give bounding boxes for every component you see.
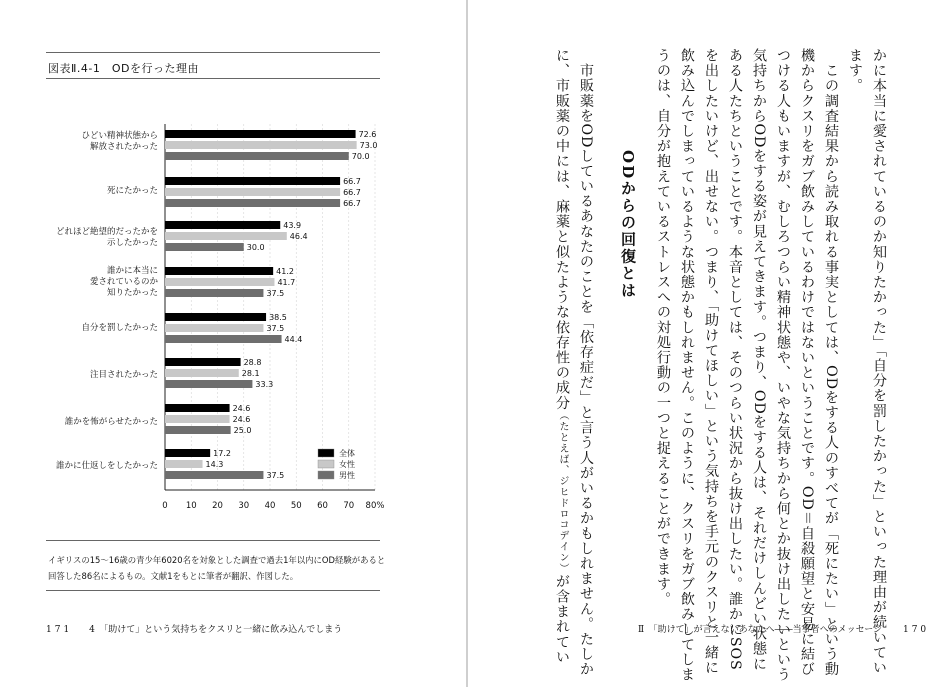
caption-bottom-rule xyxy=(46,590,380,591)
category-label: 死にたかった xyxy=(106,186,158,196)
bar-value-label: 72.6 xyxy=(358,130,377,139)
bar-value-label: 73.0 xyxy=(359,141,378,150)
bar xyxy=(165,380,252,388)
x-tick-label: 80% xyxy=(365,501,385,511)
text-column: 機からクスリをガブ飲みしているわけではないということです。OD＝自殺願望と安易に結び xyxy=(799,48,815,677)
text-run: が含まれてい xyxy=(554,573,570,665)
text-column: 飲み込んでしまっているような状態かもしれません。このように、クスリをガブ飲みしてしま xyxy=(679,48,695,683)
page-number: 170 xyxy=(902,625,930,635)
page-footer-right xyxy=(638,622,929,635)
figure-caption: イギリスの15～16歳の青少年6020名を対象とした調査で過去1年以内にOD経験があると回答した86名によるもの。文献1をもとに筆者が翻訳、作図した。 xyxy=(48,555,386,581)
bar xyxy=(165,335,282,343)
bar-value-label: 66.7 xyxy=(343,177,361,186)
bar xyxy=(165,449,210,457)
legend-swatch xyxy=(318,471,334,479)
bar-value-label: 28.8 xyxy=(243,358,262,367)
bar xyxy=(165,188,340,196)
bar-value-label: 14.3 xyxy=(205,460,224,469)
bar xyxy=(165,289,263,297)
page-footer-left xyxy=(46,622,342,635)
bar-value-label: 17.2 xyxy=(213,449,231,458)
left-page xyxy=(0,0,466,687)
text-column: を出したいけど、出せない。つまり、「助けてほしい」という気持ちを手元のクスリと一緒に xyxy=(703,48,719,676)
bar-value-label: 43.9 xyxy=(283,221,302,230)
bar xyxy=(165,177,340,185)
bar xyxy=(165,243,244,251)
category-label: 注目されたかった xyxy=(89,370,158,380)
bar-value-label: 28.1 xyxy=(241,369,260,378)
bar-value-label: 25.0 xyxy=(233,426,252,435)
bar xyxy=(165,221,280,229)
text-column: 気持ちからODをする姿が見えてきます。つまり、ODをする人は、それだけしんどい状態に xyxy=(751,48,767,672)
figure-title: 図表Ⅱ.4-1 ODを行った理由 xyxy=(48,62,200,75)
text-column: つける人もいますが、むしろつらい精神状態や、いやな気持ちから何とか抜け出したいという xyxy=(775,48,791,683)
x-tick-label: 50 xyxy=(290,501,302,511)
bar xyxy=(165,199,340,207)
bar-value-label: 46.4 xyxy=(289,232,308,241)
bar xyxy=(165,152,349,160)
bar xyxy=(165,471,263,479)
bar xyxy=(165,232,287,240)
text-run: に、市販薬の中には、麻薬と似たような依存性の成分 xyxy=(554,48,570,411)
legend-label: 女性 xyxy=(339,460,355,469)
bar xyxy=(165,460,203,468)
page-number: 171 xyxy=(46,625,73,635)
x-tick-label: 0 xyxy=(162,501,168,511)
x-tick-label: 70 xyxy=(343,501,355,511)
legend-swatch xyxy=(318,460,334,468)
category-label: 自分を罰したかった xyxy=(81,323,158,333)
text-column: かに本当に愛されているのか知りたかった」「自分を罰したかった」といった理由が続いてい xyxy=(871,48,887,676)
text-column: この調査結果から読み取れる事実としては、ODをする人のすべてが「死にたい」という動 xyxy=(823,48,839,677)
text-column: ある人たちということです。本音としては、そのつらい状況から抜け出したい。誰かにSOS xyxy=(727,48,743,671)
bar-value-label: 66.7 xyxy=(343,188,361,197)
bar xyxy=(165,278,274,286)
category-label: どれほど絶望的だったかを 示したかった xyxy=(55,227,158,248)
bar-value-label: 24.6 xyxy=(232,415,251,424)
right-page xyxy=(468,0,935,687)
category-label: ひどい精神状態から 解放されたかった xyxy=(81,131,158,152)
bar-value-label: 44.4 xyxy=(284,335,303,344)
x-tick-label: 30 xyxy=(238,501,250,511)
bar-value-label: 37.5 xyxy=(266,324,285,333)
section-heading: ODからの回復とは xyxy=(619,150,637,300)
bar xyxy=(165,141,357,149)
bar xyxy=(165,415,230,423)
text-column: うのは、自分が抱えているストレスへの対処行動の一つと捉えることができます。 xyxy=(655,48,671,607)
bar-value-label: 66.7 xyxy=(343,199,361,208)
text-note: （たとえば、ジヒドロコデイン） xyxy=(557,410,568,574)
bar-value-label: 41.2 xyxy=(276,267,294,276)
bar xyxy=(165,369,239,377)
running-header: Ⅱ 「助けて」が言えないあなたへ――当事者へのメッセージ xyxy=(638,625,883,635)
bar-value-label: 70.0 xyxy=(351,152,370,161)
x-tick-label: 60 xyxy=(317,501,328,511)
bar xyxy=(165,313,266,321)
bar xyxy=(165,358,241,366)
bar-value-label: 33.3 xyxy=(255,380,274,389)
legend-label: 男性 xyxy=(339,471,355,480)
bar xyxy=(165,130,356,138)
bar-value-label: 41.7 xyxy=(277,278,296,287)
x-tick-label: 20 xyxy=(212,501,223,511)
text-column: ます。 xyxy=(847,48,863,94)
bar xyxy=(165,267,273,275)
category-label: 誰かを怖がらせたかった xyxy=(64,417,158,427)
legend-label: 全体 xyxy=(339,449,355,458)
bar-value-label: 24.6 xyxy=(232,404,251,413)
running-header: 4 「助けて」という気持ちをクスリと一緒に飲み込んでしまう xyxy=(89,625,343,635)
bar-value-label: 30.0 xyxy=(246,243,265,252)
bar-value-label: 37.5 xyxy=(266,289,285,298)
category-label: 誰かに仕返しをしたかった xyxy=(55,461,158,471)
legend-swatch xyxy=(318,449,334,457)
bar-value-label: 37.5 xyxy=(266,471,285,480)
x-tick-label: 40 xyxy=(264,501,276,511)
caption-top-rule xyxy=(46,540,380,541)
bar xyxy=(165,324,263,332)
bar xyxy=(165,404,230,412)
text-column: 市販薬をODしているあなたのことを「依存症だ」と言う人がいるかもしれません。たしか xyxy=(578,48,594,677)
text-column xyxy=(552,48,572,665)
category-label: 誰かに本当に 愛されているのか 知りたかった xyxy=(89,266,158,298)
x-tick-label: 10 xyxy=(185,501,197,511)
bar xyxy=(165,426,231,434)
bar-value-label: 38.5 xyxy=(269,313,287,322)
